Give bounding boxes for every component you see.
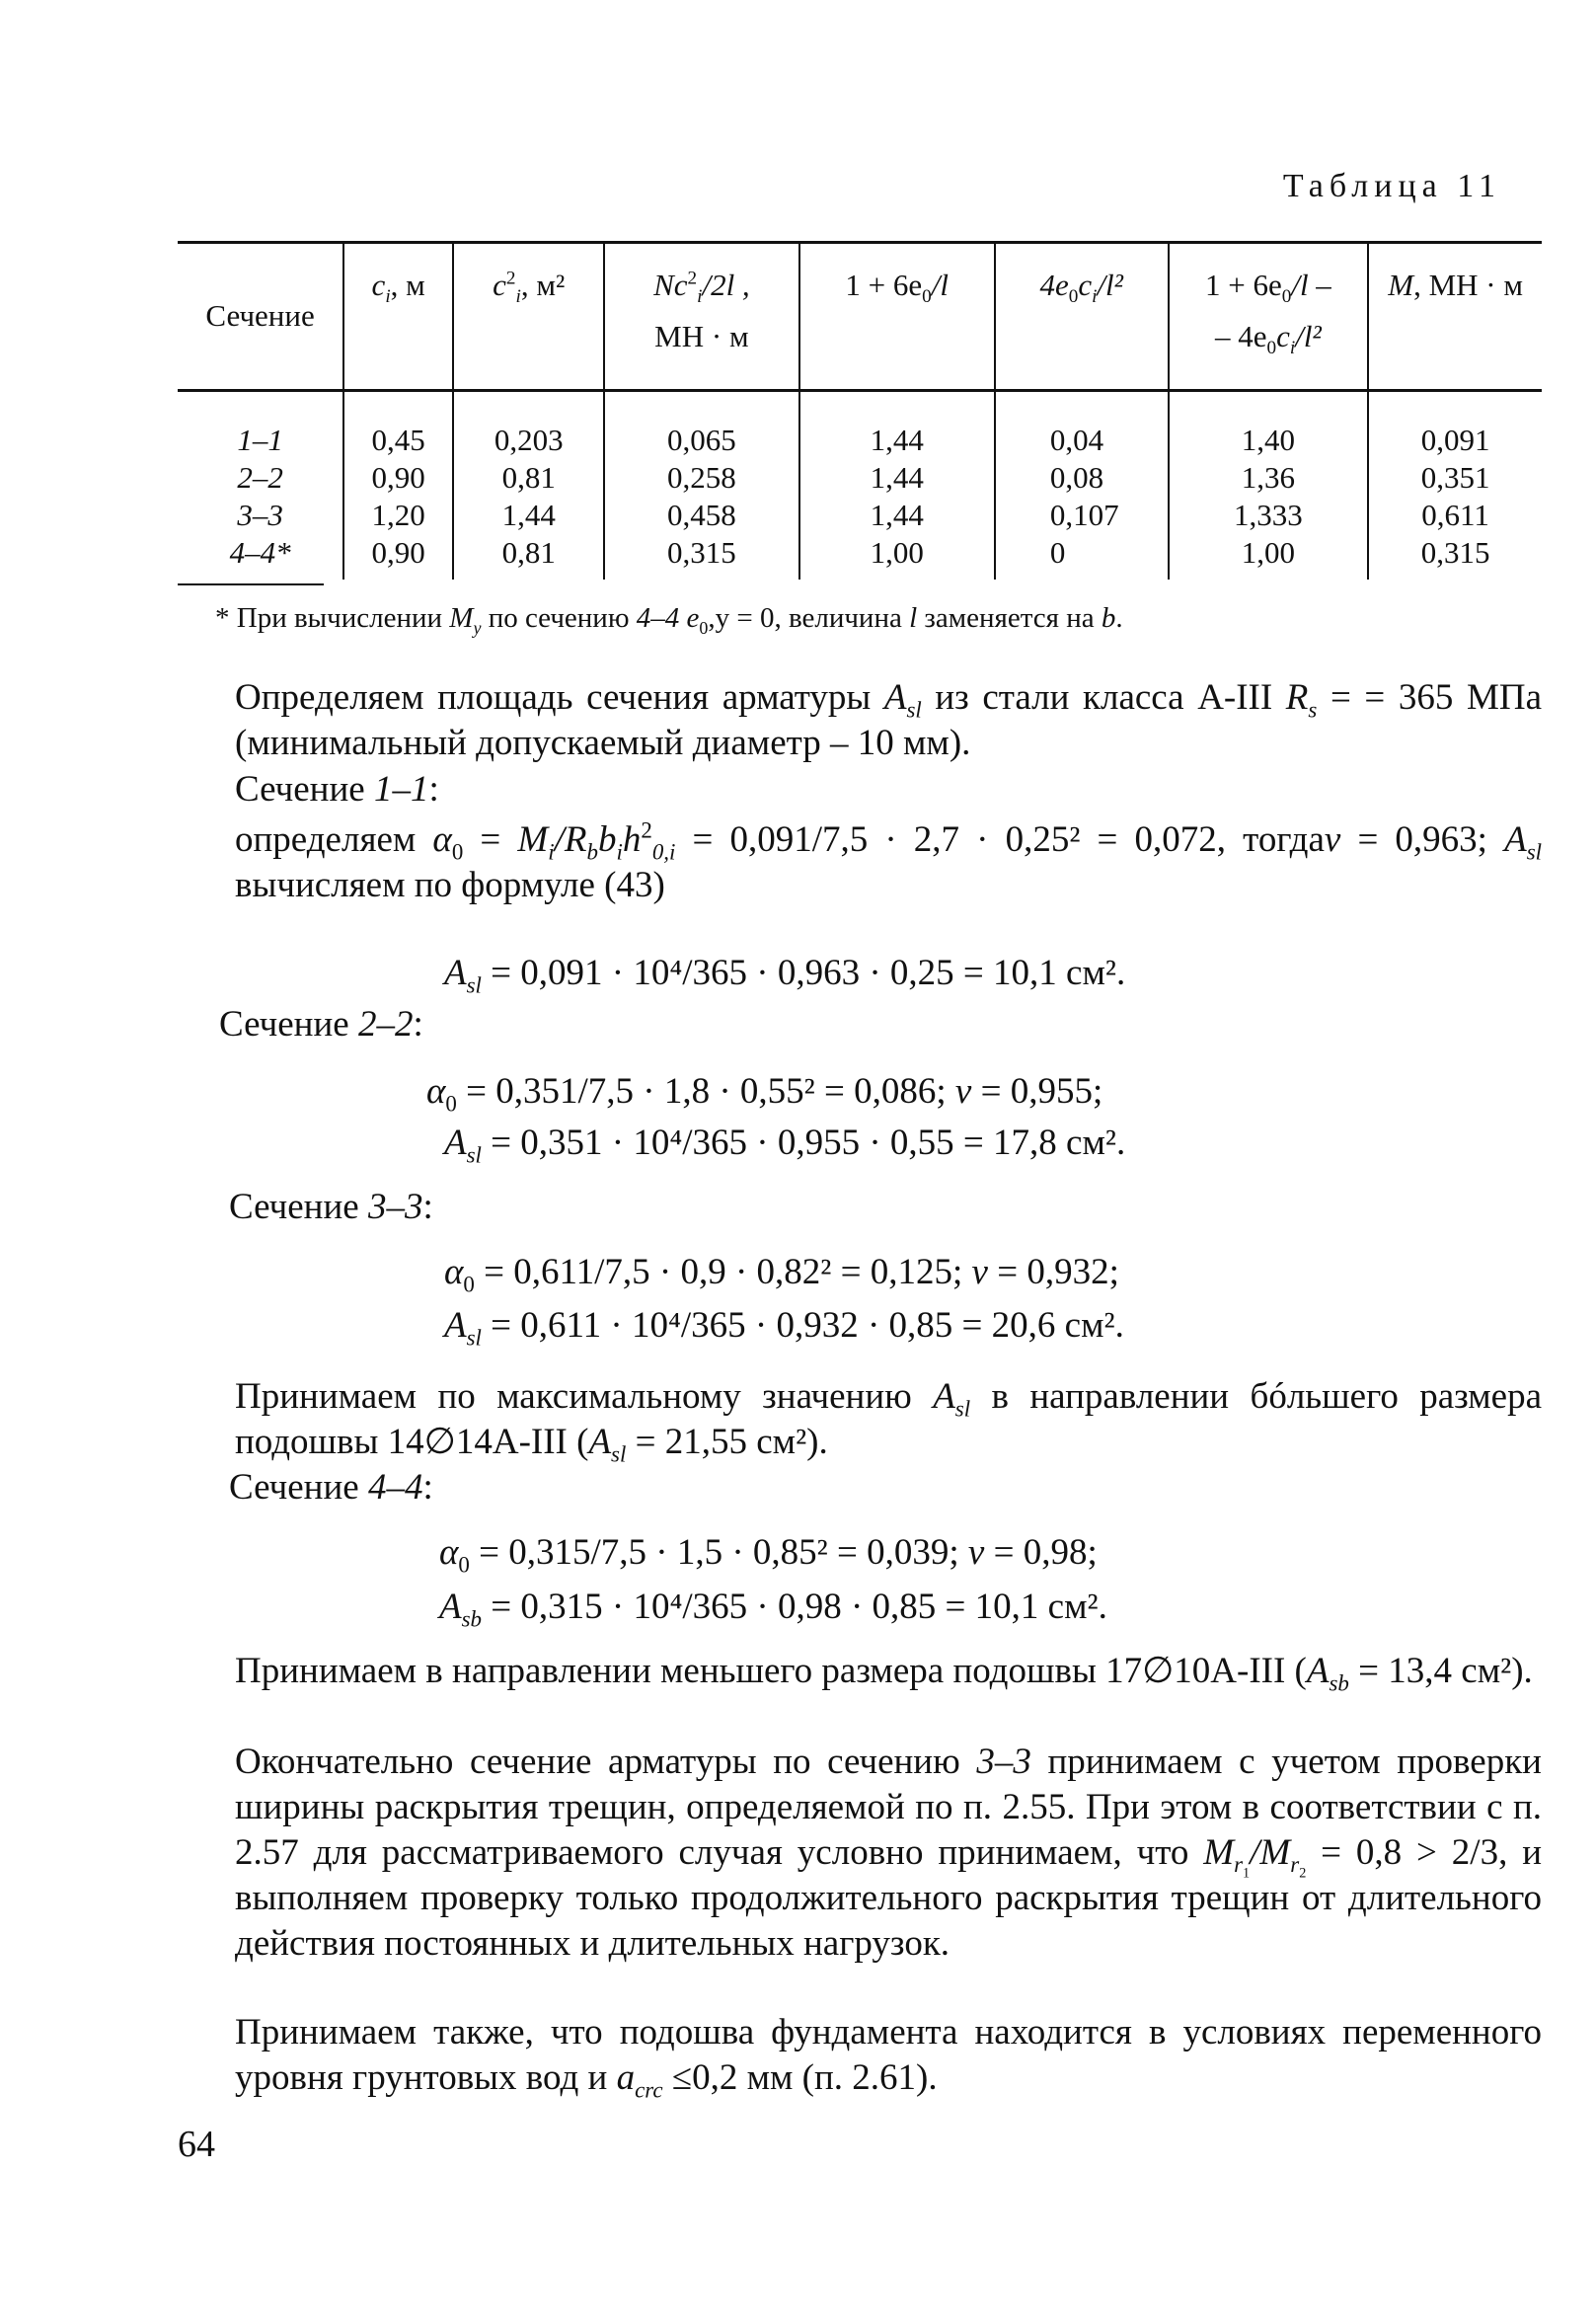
footnote-text: * При вычислении	[215, 602, 450, 634]
section-colon: :	[422, 1187, 433, 1227]
formula-symbol: A	[883, 677, 907, 718]
formula-symbol: b	[597, 819, 617, 860]
column-header	[453, 243, 604, 391]
page-number: 64	[178, 2124, 215, 2165]
table-cell: 0,107	[995, 497, 1169, 534]
formula-subscript: 0	[458, 1552, 470, 1578]
footnote-symbol: e	[679, 602, 700, 634]
formula-text: = 0,611/7,5 · 0,9 · 0,82² = 0,125;	[474, 1252, 972, 1292]
table-cell: 1,44	[799, 459, 995, 497]
paragraph-text: Принимаем также, что подошва фундамента находится в условиях переменного уровня грунтовых вод и	[235, 2012, 1542, 2098]
formula-subscript: sl	[466, 1325, 482, 1351]
paragraph-text: =	[463, 819, 518, 860]
formula-subscript: 0	[463, 1272, 475, 1297]
formula-symbol: A	[444, 1305, 467, 1346]
paragraph-text: Окончательно сечение арматуры по сечению	[235, 1742, 977, 1782]
formula-symbol: /	[1250, 1832, 1260, 1873]
table-cell: 0,315	[1368, 534, 1542, 580]
header-symbol: c	[1078, 268, 1093, 302]
paragraph-text: = = 365 МПа (минимальный допускаемый диаметр – 10 мм).	[235, 677, 1542, 763]
formula-text: = 0,98;	[984, 1532, 1098, 1573]
column-header	[1368, 243, 1542, 391]
formula-symbol: A	[933, 1376, 955, 1417]
formula-subscript: 0	[451, 839, 464, 865]
formula-text: = 0,091 · 10⁴/365 · 0,963 · 0,25 = 10,1 см².	[481, 953, 1126, 993]
formula-symbol: h	[622, 819, 642, 860]
formula-symbol: ν	[971, 1252, 988, 1292]
formula-superscript: 2	[641, 817, 652, 843]
table-cell: 4–4*	[229, 535, 291, 570]
header-symbol: /l –	[1291, 268, 1331, 302]
section-number: 3–3	[367, 1187, 423, 1227]
formula-symbol: ν	[967, 1532, 985, 1573]
footnote-symbol: M	[449, 602, 474, 634]
section-heading-2-2	[219, 1002, 423, 1047]
table-cell: 0,81	[453, 459, 604, 497]
header-subscript: i	[385, 286, 391, 308]
table-cell: 1,333	[1169, 497, 1369, 534]
footnote-subscript: y	[473, 617, 482, 638]
formula-subscript: s	[1308, 697, 1318, 723]
header-symbol: – 4e	[1215, 319, 1267, 353]
formula-symbol: R	[1285, 677, 1309, 718]
formula-text: = 0,315 · 10⁴/365 · 0,98 · 0,85 = 10,1 см².	[482, 1587, 1107, 1627]
table-cell: 0,065	[604, 391, 798, 460]
paragraph-groundwater	[178, 2010, 1542, 2101]
table-footnote	[215, 602, 1123, 638]
data-table	[178, 241, 1542, 580]
header-symbol: Nc	[653, 268, 688, 302]
header-symbol: c	[493, 268, 506, 302]
formula-symbol: A	[439, 1587, 462, 1627]
formula-symbol: M	[1203, 1832, 1235, 1873]
section-colon: :	[422, 1467, 433, 1508]
paragraph-text: вычисляем по формуле (43)	[235, 865, 665, 905]
table-row	[178, 391, 1542, 460]
header-symbol: 1 + 6e	[1204, 268, 1282, 302]
table-row	[178, 497, 1542, 534]
table-cell: 0,08	[995, 459, 1169, 497]
header-symbol: c	[371, 268, 386, 302]
footnote-subscript: 0	[699, 617, 709, 638]
formula-symbol: A	[588, 1422, 612, 1462]
table-cell: 2–2	[237, 460, 283, 495]
table-cell: 0,611	[1368, 497, 1542, 534]
section-heading-1-1	[235, 767, 439, 813]
header-symbol: /l²	[1097, 268, 1123, 302]
paragraph-text: Принимаем по максимальному значению	[235, 1376, 934, 1417]
footnote-text: заменяется на	[917, 602, 1102, 634]
formula-symbol: α	[432, 819, 452, 860]
header-symbol: c	[1276, 319, 1290, 353]
table-cell: 1,44	[799, 497, 995, 534]
table-cell: 0,04	[995, 391, 1169, 460]
paragraph-text: в направлении бóльшего размера подошвы 14∅14А-III (	[235, 1376, 1542, 1462]
header-symbol: /l²	[1295, 319, 1322, 353]
formula-asl-1-1	[444, 951, 1125, 996]
formula-symbol: /R	[554, 819, 587, 860]
formula-asl-3-3	[444, 1303, 1124, 1349]
header-unit: МН · м	[654, 319, 749, 353]
formula-symbol: ν	[1324, 819, 1341, 860]
formula-subscript: 1	[1243, 1865, 1251, 1882]
formula-subscript: 2	[1299, 1865, 1307, 1882]
formula-alpha-2-2	[426, 1069, 1102, 1115]
formula-text: = 0,955;	[971, 1071, 1103, 1112]
table-cell: 0,81	[453, 534, 604, 580]
section-label: Сечение	[235, 769, 374, 810]
paragraph-text: Определяем площадь сечения арматуры	[235, 677, 884, 718]
header-superscript: 2	[505, 268, 516, 289]
table-cell: 1,44	[453, 497, 604, 534]
table-cell: 0,90	[343, 459, 453, 497]
paragraph-text: Принимаем в направлении меньшего размера подошвы 17∅10А-III (	[235, 1651, 1307, 1691]
paragraph-max-value	[178, 1374, 1542, 1465]
footnote-symbol: 4–4	[636, 602, 680, 634]
section-number: 2–2	[357, 1004, 414, 1045]
header-unit: , МН · м	[1413, 268, 1523, 302]
paragraph-text: определяем	[235, 819, 433, 860]
formula-text: = 0,315/7,5 · 1,5 · 0,85² = 0,039;	[469, 1532, 968, 1573]
table-cell: 1,36	[1169, 459, 1369, 497]
paragraph-text: ≤0,2 мм (п. 2.61).	[662, 2057, 938, 2098]
header-symbol: 1 + 6e	[845, 268, 923, 302]
formula-subscript: i	[616, 839, 623, 865]
table-cell: 1,44	[799, 391, 995, 460]
header-subscript: i	[1092, 286, 1098, 308]
table-cell: 0,351	[1368, 459, 1542, 497]
section-colon: :	[428, 769, 439, 810]
column-header	[1169, 243, 1369, 391]
paragraph-text: = 0,8 > 2/3, и выполняем проверку только продолжительного раскрытия трещин от длительного действия постоянных и длительных нагрузок.	[235, 1832, 1542, 1964]
paragraph-text: = 21,55 см²).	[626, 1422, 828, 1462]
header-superscript: 2	[687, 268, 698, 289]
column-header	[995, 243, 1169, 391]
table-cell: 0	[995, 534, 1169, 580]
formula-text: = 0,611 · 10⁴/365 · 0,932 · 0,85 = 20,6 см².	[481, 1305, 1124, 1346]
table-caption: Таблица 11	[1282, 168, 1501, 204]
formula-symbol: A	[1504, 819, 1527, 860]
section-heading-4-4	[229, 1465, 433, 1511]
header-symbol: /l	[931, 268, 949, 302]
table-cell: 0,90	[343, 534, 453, 580]
formula-subscript: 0	[445, 1091, 457, 1117]
formula-subscript: sl	[954, 1396, 971, 1422]
formula-symbol: A	[1306, 1651, 1330, 1691]
section-colon: :	[413, 1004, 423, 1045]
formula-subscript: 0,i	[651, 839, 676, 865]
table-cell: 1,40	[1169, 391, 1369, 460]
formula-text: = 0,932;	[987, 1252, 1119, 1292]
column-header	[799, 243, 995, 391]
formula-subscript: sb	[461, 1606, 483, 1632]
formula-subscript: sl	[1526, 839, 1542, 865]
formula-symbol: α	[426, 1071, 446, 1112]
formula-subscript: sl	[466, 972, 482, 998]
table-cell: 1,20	[343, 497, 453, 534]
formula-subscript: sb	[1329, 1670, 1349, 1696]
footnote-symbol: b	[1101, 602, 1116, 634]
paragraph-crack-check	[178, 1740, 1542, 1967]
formula-text: = 0,351 · 10⁴/365 · 0,955 · 0,55 = 17,8 см².	[481, 1123, 1126, 1163]
paragraph-text: принимаем с учетом проверки ширины раскрытия трещин, определяемой по п. 2.55. При этом в соответствии с п. 2.57 для рассматриваемого случая условно принимаем, что	[235, 1742, 1542, 1873]
paragraph-text: = 13,4 см²).	[1348, 1651, 1533, 1691]
paragraph-text: из стали класса А-III	[921, 677, 1286, 718]
formula-subscript: i	[548, 839, 555, 865]
formula-subscript: crc	[635, 2077, 663, 2103]
footnote-text: по сечению	[481, 602, 637, 634]
table-cell: 0,315	[604, 534, 798, 580]
formula-text: = 0,351/7,5 · 1,8 · 0,55² = 0,086;	[456, 1071, 955, 1112]
footnote-text: ,y = 0, величина	[708, 602, 910, 634]
table-cell: 0,091	[1368, 391, 1542, 460]
table-cell: 3–3	[237, 498, 283, 532]
header-symbol: /2l ,	[702, 268, 750, 302]
paragraph-text: = 0,963;	[1340, 819, 1505, 860]
table-cell: 0,203	[453, 391, 604, 460]
formula-asb-4-4	[439, 1585, 1107, 1630]
table-cell: 1,00	[1169, 534, 1369, 580]
footnote-symbol: l	[909, 602, 918, 634]
column-header: Сечение	[178, 243, 343, 391]
table-cell: 0,458	[604, 497, 798, 534]
table-cell: 1–1	[237, 423, 283, 457]
paragraph-smaller-size	[178, 1649, 1542, 1694]
header-unit: , м²	[520, 268, 566, 302]
column-header	[343, 243, 453, 391]
formula-symbol: a	[616, 2057, 636, 2098]
table-footnote-rule	[178, 583, 324, 585]
table-cell: 0,258	[604, 459, 798, 497]
section-label: Сечение	[229, 1467, 368, 1508]
formula-subscript: b	[586, 839, 598, 865]
formula-symbol: M	[517, 819, 549, 860]
header-symbol: M	[1388, 268, 1414, 302]
header-symbol: 4e	[1039, 268, 1069, 302]
formula-symbol: α	[439, 1532, 459, 1573]
footnote-text: .	[1115, 602, 1123, 634]
paragraph-text: = 0,091/7,5 · 2,7 · 0,25² = 0,072, тогда	[675, 819, 1325, 860]
formula-symbol: α	[444, 1252, 464, 1292]
header-subscript: i	[697, 286, 703, 308]
header-subscript: 0	[922, 286, 932, 308]
formula-symbol: M	[1259, 1832, 1291, 1873]
section-number: 3–3	[976, 1742, 1031, 1782]
header-subscript: 0	[1281, 286, 1292, 308]
paragraph-section-1-1	[178, 817, 1542, 908]
header-unit: , м	[390, 268, 425, 302]
table-row	[178, 459, 1542, 497]
formula-subscript: r	[1290, 1852, 1300, 1878]
section-label: Сечение	[219, 1004, 358, 1045]
section-number: 1–1	[373, 769, 429, 810]
section-number: 4–4	[367, 1467, 423, 1508]
formula-subscript: sl	[611, 1441, 627, 1467]
paragraph-reinforcement-area	[178, 675, 1542, 766]
formula-symbol: A	[444, 953, 467, 993]
formula-subscript: sl	[466, 1142, 482, 1168]
formula-alpha-4-4	[439, 1530, 1098, 1576]
table-cell: 0,45	[343, 391, 453, 460]
formula-subscript: r	[1234, 1852, 1244, 1878]
header-subscript: i	[1289, 338, 1296, 359]
formula-symbol: A	[444, 1123, 467, 1163]
section-heading-3-3	[229, 1185, 433, 1230]
formula-symbol: ν	[954, 1071, 972, 1112]
header-subscript: 0	[1068, 286, 1079, 308]
header-subscript: i	[515, 286, 521, 308]
table-row	[178, 534, 1542, 580]
table-cell: 1,00	[799, 534, 995, 580]
header-subscript: 0	[1266, 338, 1277, 359]
column-header	[604, 243, 798, 391]
formula-asl-2-2	[444, 1121, 1125, 1166]
formula-subscript: sl	[906, 697, 922, 723]
table-header-row	[178, 243, 1542, 391]
section-label: Сечение	[229, 1187, 368, 1227]
formula-alpha-3-3	[444, 1250, 1119, 1295]
